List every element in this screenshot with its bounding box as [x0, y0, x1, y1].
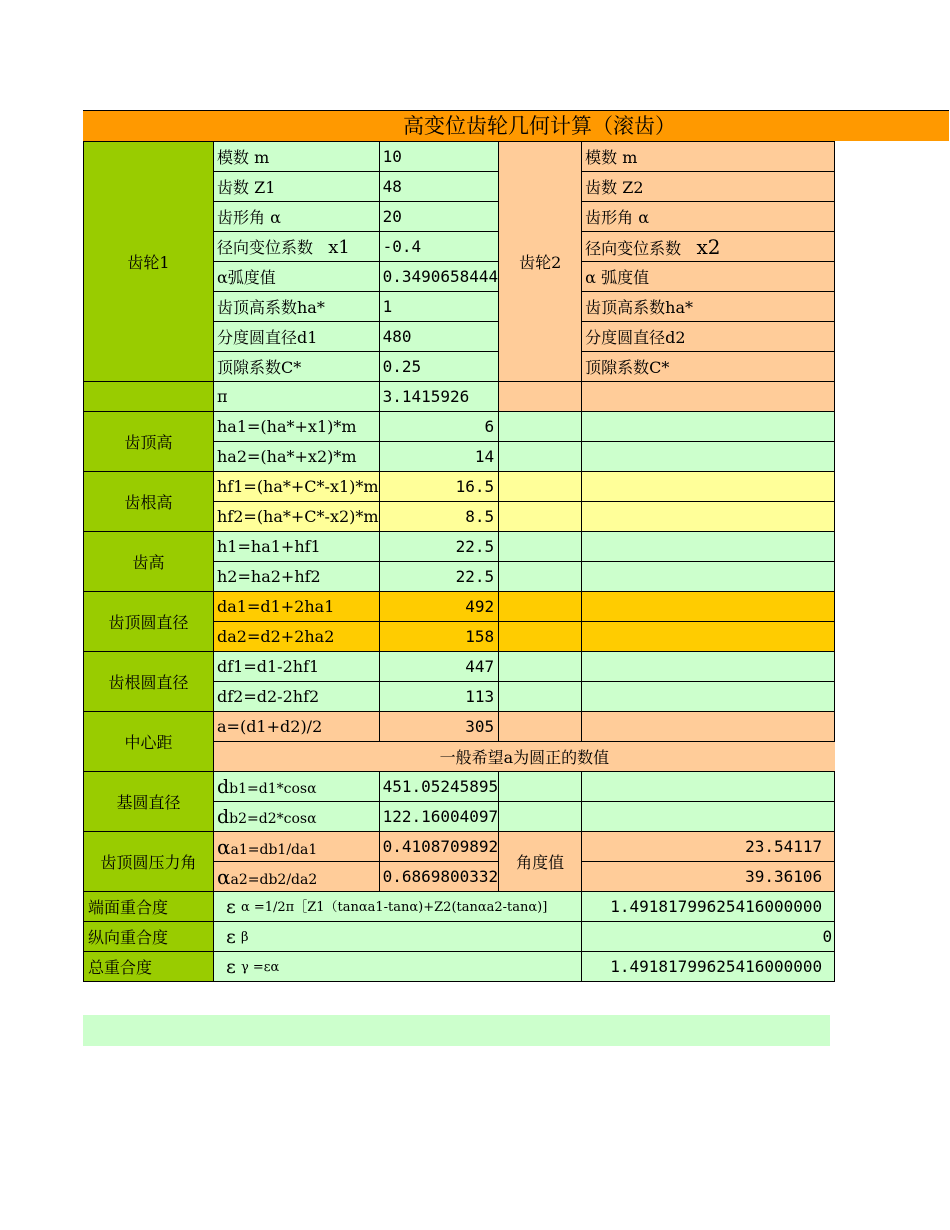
formula-cell[interactable]: da2=d2+2ha2 — [214, 622, 380, 652]
formula-cell[interactable]: ε α =1/2π［Z1（tanαa1-tanα)+Z2(tanαa2-tanα)] — [214, 892, 582, 922]
gear1-param-name[interactable]: 模数 m — [214, 142, 380, 172]
formula-cell[interactable]: hf1=(ha*+C*-x1)*m — [214, 472, 380, 502]
empty-cell — [499, 712, 582, 742]
empty-cell — [499, 502, 582, 532]
empty-cell — [582, 592, 835, 622]
footer-band — [83, 1015, 830, 1046]
pi-row — [84, 382, 835, 412]
calc-table — [83, 141, 835, 982]
formula-cell[interactable]: df1=d1-2hf1 — [214, 652, 380, 682]
formula-cell[interactable]: h2=ha2+hf2 — [214, 562, 380, 592]
base-diameter-label: 基圆直径 — [84, 772, 214, 832]
gear1-param-value[interactable]: 480 — [379, 322, 499, 352]
empty-cell — [499, 442, 582, 472]
gear1-param-value[interactable]: 20 — [379, 202, 499, 232]
axial-contact-label: 纵向重合度 — [84, 922, 214, 952]
base-diameter-row — [84, 772, 835, 802]
formula-cell[interactable]: hf2=(ha*+C*-x2)*m — [214, 502, 380, 532]
value-cell[interactable]: 0.6869800332 — [379, 862, 499, 892]
total-contact-label: 总重合度 — [84, 952, 214, 982]
addendum-label: 齿顶高 — [84, 412, 214, 472]
gear1-param-name[interactable]: 齿形角 α — [214, 202, 380, 232]
value-cell[interactable]: 492 — [379, 592, 499, 622]
empty-cell — [582, 682, 835, 712]
formula-cell[interactable]: αa1=db1/da1 — [214, 832, 380, 862]
root-diameter-label: 齿根圆直径 — [84, 652, 214, 712]
x2-symbol: x2 — [696, 234, 721, 259]
formula-cell[interactable]: db1=d1*cosα — [214, 772, 380, 802]
formula-cell[interactable]: αa2=db2/da2 — [214, 862, 380, 892]
center-distance-note: 一般希望a为圆正的数值 — [214, 742, 835, 772]
gear2-param-name[interactable]: 齿形角 α — [582, 202, 835, 232]
gear1-param-value[interactable]: -0.4 — [379, 232, 499, 262]
param-row — [84, 142, 835, 172]
value-cell[interactable]: 122.16004097 — [379, 802, 499, 832]
value-cell[interactable]: 113 — [379, 682, 499, 712]
empty-cell — [582, 772, 835, 802]
axial-contact-row — [84, 922, 835, 952]
empty-cell — [582, 712, 835, 742]
gear2-param-name[interactable]: 模数 m — [582, 142, 835, 172]
gear1-param-value[interactable]: 1 — [379, 292, 499, 322]
x1-symbol: x1 — [328, 237, 350, 258]
empty-cell — [582, 502, 835, 532]
gear1-param-value[interactable]: 0.3490658444 — [379, 262, 499, 292]
pi-value[interactable]: 3.1415926 — [379, 382, 499, 412]
value-cell[interactable]: 22.5 — [379, 532, 499, 562]
center-distance-row — [84, 712, 835, 742]
gear1-label: 齿轮1 — [84, 142, 214, 382]
empty-cell — [499, 592, 582, 622]
empty-cell — [582, 442, 835, 472]
empty-cell — [582, 802, 835, 832]
formula-cell[interactable]: db2=d2*cosα — [214, 802, 380, 832]
gear1-param-name[interactable]: α弧度值 — [214, 262, 380, 292]
empty-cell — [499, 622, 582, 652]
gear1-param-name[interactable]: 径向变位系数 x1 — [214, 232, 380, 262]
dedendum-row — [84, 472, 835, 502]
empty-cell — [582, 622, 835, 652]
empty-cell — [499, 802, 582, 832]
pi-label[interactable]: π — [214, 382, 380, 412]
empty-cell — [499, 562, 582, 592]
gear1-param-value[interactable]: 48 — [379, 172, 499, 202]
formula-cell[interactable]: ha2=(ha*+x2)*m — [214, 442, 380, 472]
tip-diameter-label: 齿顶圆直径 — [84, 592, 214, 652]
empty-cell — [582, 562, 835, 592]
empty-cell — [499, 682, 582, 712]
value-cell[interactable]: 22.5 — [379, 562, 499, 592]
formula-cell[interactable]: a=(d1+d2)/2 — [214, 712, 380, 742]
tooth-height-row — [84, 532, 835, 562]
value-cell[interactable]: 0.4108709892 — [379, 832, 499, 862]
transverse-contact-row — [84, 892, 835, 922]
empty-cell — [499, 412, 582, 442]
gear1-param-value[interactable]: 0.25 — [379, 352, 499, 382]
empty-cell — [582, 412, 835, 442]
gear1-param-value[interactable]: 10 — [379, 142, 499, 172]
gear2-param-name[interactable]: 顶隙系数C* — [582, 352, 835, 382]
gear2-param-name[interactable]: α 弧度值 — [582, 262, 835, 292]
value-cell[interactable]: 8.5 — [379, 502, 499, 532]
total-contact-row — [84, 952, 835, 982]
tooth-height-label: 齿高 — [84, 532, 214, 592]
empty-cell — [84, 382, 214, 412]
angle-value[interactable]: 39.36106 — [582, 862, 835, 892]
empty-cell — [499, 532, 582, 562]
empty-cell — [499, 382, 582, 412]
formula-cell[interactable]: df2=d2-2hf2 — [214, 682, 380, 712]
gear2-param-name[interactable]: 分度圆直径d2 — [582, 322, 835, 352]
title-bar — [83, 110, 949, 141]
tip-pressure-angle-row — [84, 832, 835, 862]
gear1-param-name[interactable]: 顶隙系数C* — [214, 352, 380, 382]
value-cell[interactable]: 158 — [379, 622, 499, 652]
gear2-param-name[interactable]: 齿顶高系数ha* — [582, 292, 835, 322]
empty-cell — [499, 652, 582, 682]
formula-cell[interactable]: ha1=(ha*+x1)*m — [214, 412, 380, 442]
gear2-param-name[interactable]: 径向变位系数 x2 — [582, 232, 835, 262]
empty-cell — [582, 652, 835, 682]
gear1-param-name[interactable]: 齿数 Z1 — [214, 172, 380, 202]
value-cell[interactable]: 1.49181799625416000000 — [582, 892, 835, 922]
gear1-param-name[interactable]: 分度圆直径d1 — [214, 322, 380, 352]
center-distance-label: 中心距 — [84, 712, 214, 772]
value-cell[interactable]: 447 — [379, 652, 499, 682]
empty-cell — [499, 472, 582, 502]
gear1-param-name[interactable]: 齿顶高系数ha* — [214, 292, 380, 322]
value-cell[interactable]: 16.5 — [379, 472, 499, 502]
angle-value[interactable]: 23.54117 — [582, 832, 835, 862]
formula-cell[interactable]: ε γ =εα — [214, 952, 582, 982]
transverse-contact-label: 端面重合度 — [84, 892, 214, 922]
value-cell[interactable]: 305 — [379, 712, 499, 742]
empty-cell — [582, 532, 835, 562]
formula-cell[interactable]: ε β — [214, 922, 582, 952]
tip-pressure-angle-label: 齿顶圆压力角 — [84, 832, 214, 892]
empty-cell — [582, 382, 835, 412]
value-cell[interactable]: 6 — [379, 412, 499, 442]
formula-cell[interactable]: h1=ha1+hf1 — [214, 532, 380, 562]
value-cell[interactable]: 1.49181799625416000000 — [582, 952, 835, 982]
sheet-title: 高变位齿轮几何计算（滚齿） — [403, 114, 676, 138]
root-diameter-row — [84, 652, 835, 682]
dedendum-label: 齿根高 — [84, 472, 214, 532]
value-cell[interactable]: 451.05245895 — [379, 772, 499, 802]
empty-cell — [499, 772, 582, 802]
gear2-param-name[interactable]: 齿数 Z2 — [582, 172, 835, 202]
value-cell[interactable]: 14 — [379, 442, 499, 472]
value-cell[interactable]: 0 — [582, 922, 835, 952]
angle-label: 角度值 — [499, 832, 582, 892]
gear2-label: 齿轮2 — [499, 142, 582, 382]
addendum-row — [84, 412, 835, 442]
formula-cell[interactable]: da1=d1+2ha1 — [214, 592, 380, 622]
empty-cell — [582, 472, 835, 502]
tip-diameter-row — [84, 592, 835, 622]
